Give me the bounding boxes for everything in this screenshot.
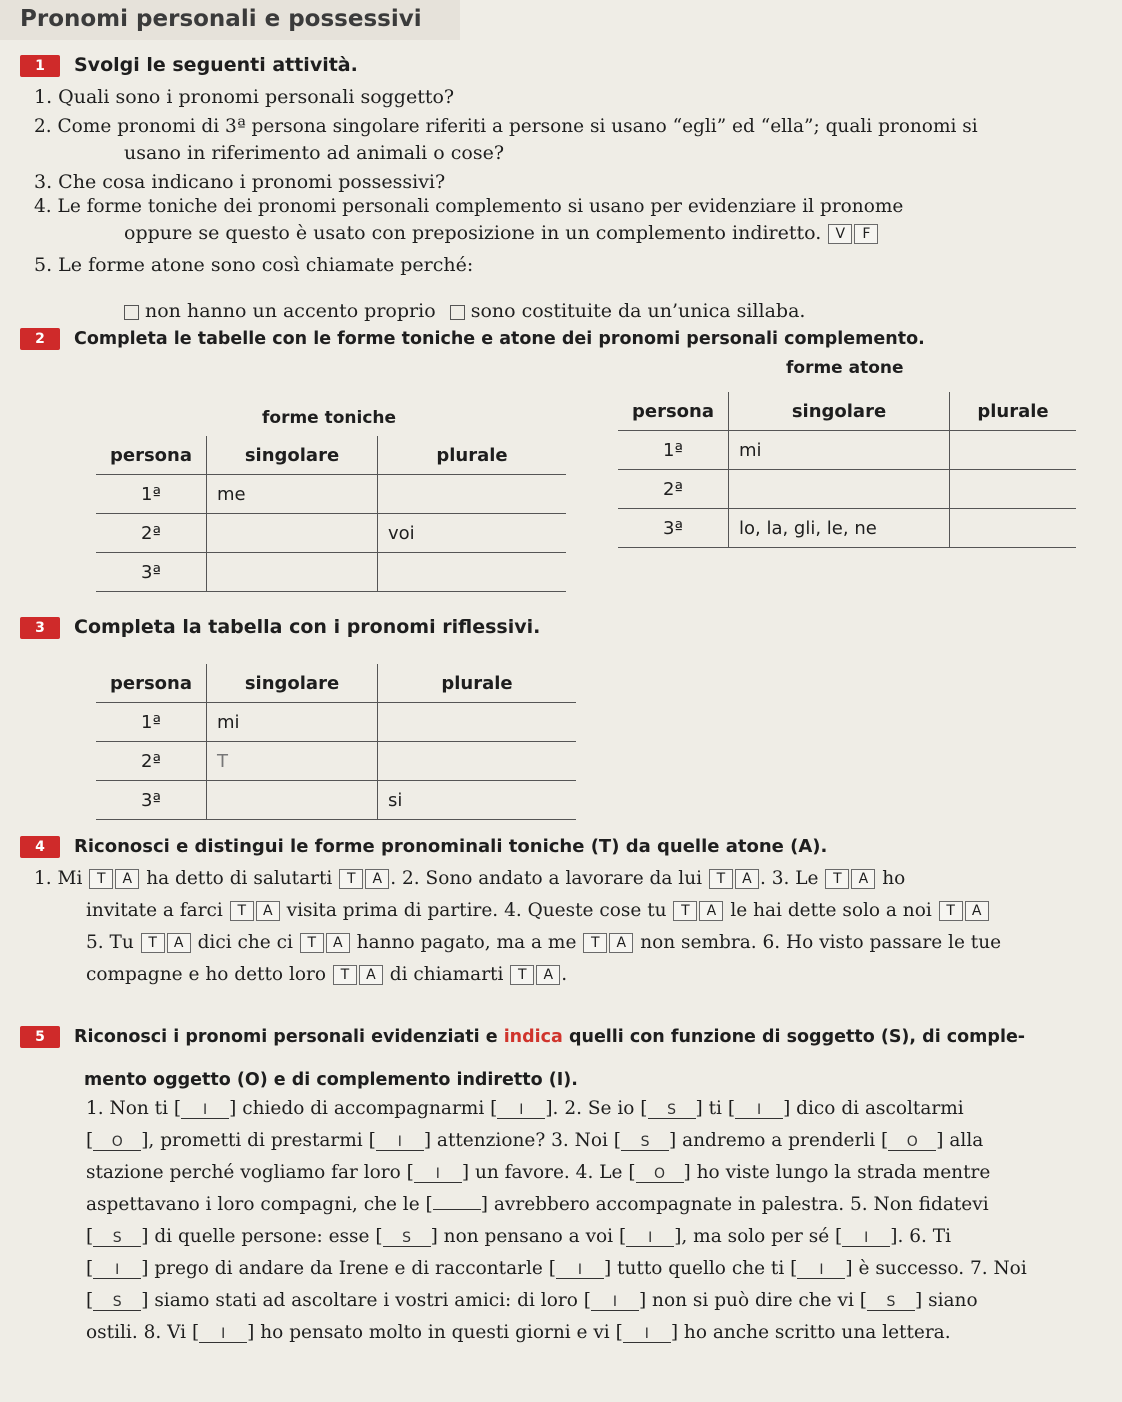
ex4-text: . (561, 964, 568, 985)
a-box[interactable]: A (256, 901, 280, 921)
a-box[interactable]: A (735, 869, 759, 889)
ex4-line-1 (34, 868, 905, 889)
answer-blank[interactable]: I (556, 1262, 604, 1279)
a-box[interactable]: A (167, 933, 191, 953)
option-1-checkbox[interactable] (124, 305, 139, 320)
ex2-header (20, 328, 925, 350)
ex5-line (86, 1258, 1027, 1279)
t-box[interactable]: T (230, 901, 254, 921)
ex5-line (86, 1226, 951, 1247)
a-box[interactable]: A (326, 933, 350, 953)
ex1-badge: 1 (20, 55, 60, 77)
atone-cell: 2ª (618, 470, 729, 509)
ex5-text: ] avrebbero accompagnate in palestra. 5. Non fidatevi (480, 1194, 989, 1215)
atone-header-persona: persona (618, 392, 729, 431)
ex5-text: ]. 6. Ti (890, 1226, 952, 1247)
ex5-text: ] siamo stati ad ascoltare i vostri amici: di loro [ (141, 1290, 591, 1311)
ex1-q1: 1. Quali sono i pronomi personali soggetto? (34, 86, 455, 108)
ex5-text: ] è successo. 7. Noi (845, 1258, 1027, 1279)
answer-blank[interactable]: O (93, 1134, 141, 1151)
tonic-cell[interactable]: voi (378, 514, 567, 553)
tonic-cell: 3ª (96, 553, 207, 592)
ex3-header (20, 616, 540, 639)
atone-caption: forme atone (786, 358, 904, 378)
a-box[interactable]: A (965, 901, 989, 921)
answer-blank[interactable]: I (181, 1102, 229, 1119)
a-box[interactable]: A (365, 869, 389, 889)
ex4-text: . 3. Le (759, 868, 819, 889)
ex5-text: [ (86, 1290, 94, 1311)
ex5-text: ] chiedo di accompagnarmi [ (229, 1098, 498, 1119)
t-box[interactable]: T (333, 965, 357, 985)
reflexive-cell[interactable]: si (378, 781, 577, 820)
ex4-text: . 2. Sono andato a lavorare da lui (390, 868, 703, 889)
tonic-cell[interactable] (207, 553, 378, 592)
ex1-q4b: oppure se questo è usato con preposizione in un complemento indiretto. (124, 222, 822, 244)
ex3-instruction: Completa la tabella con i pronomi riflessivi. (74, 616, 541, 638)
ex4-text: ha detto di salutarti (146, 868, 333, 889)
ex1-q2b: usano in riferimento ad animali o cose? (124, 142, 505, 164)
ex5-text: [ (86, 1226, 94, 1247)
ex5-instruction: Riconosci i pronomi personali evidenziati e (74, 1027, 498, 1047)
tonic-table (96, 436, 566, 592)
t-box[interactable]: T (939, 901, 963, 921)
ex5-text: ] andremo a prenderli [ (669, 1130, 889, 1151)
atone-cell[interactable] (950, 431, 1077, 470)
ex5-text: ] alla (936, 1130, 984, 1151)
ex1-q3: 3. Che cosa indicano i pronomi possessivi? (34, 171, 446, 193)
atone-cell[interactable] (950, 509, 1077, 548)
t-box[interactable]: T (825, 869, 849, 889)
ex5-text: ]. 2. Se io [ (545, 1098, 648, 1119)
ex4-line-4 (86, 964, 567, 985)
ex5-line (86, 1162, 990, 1183)
option-2-label: sono costituite da un’unica sillaba. (470, 300, 806, 322)
ex4-text: dici che ci (197, 932, 293, 953)
ex5-text: ] tutto quello che ti [ (603, 1258, 798, 1279)
ex1-q4a: 4. Le forme toniche dei pronomi personali complemento si usano per evidenziare il pronome (34, 196, 904, 217)
ex5-text: 1. Non ti [ (86, 1098, 182, 1119)
tonic-cell[interactable]: me (207, 475, 378, 514)
ex5-instruction: quelli con funzione di soggetto (S), di comple- (568, 1027, 1026, 1047)
reflexive-header-singolare: singolare (207, 664, 378, 703)
ex4-line-2 (86, 900, 990, 921)
answer-blank[interactable]: O (636, 1166, 684, 1183)
ex4-text: non sembra. 6. Ho visto passare le tue (640, 932, 1002, 953)
answer-blank[interactable]: O (888, 1134, 936, 1151)
tonic-cell[interactable] (378, 553, 567, 592)
answer-blank[interactable]: S (93, 1294, 141, 1311)
atone-cell[interactable]: lo, la, gli, le, ne (729, 509, 950, 548)
ex1-instruction: Svolgi le seguenti attività. (74, 54, 358, 76)
ex5-header (20, 1026, 1025, 1048)
ex3-badge: 3 (20, 617, 60, 639)
tonic-cell[interactable] (207, 514, 378, 553)
t-box[interactable]: T (339, 869, 363, 889)
answer-blank[interactable] (433, 1209, 481, 1210)
a-box[interactable]: A (536, 965, 560, 985)
answer-blank[interactable]: S (621, 1134, 669, 1151)
t-box[interactable]: T (510, 965, 534, 985)
ex5-text: ] non pensano a voi [ (430, 1226, 627, 1247)
answer-blank[interactable]: I (93, 1262, 141, 1279)
atone-cell[interactable]: mi (729, 431, 950, 470)
ex2-badge: 2 (20, 328, 60, 350)
a-box[interactable]: A (359, 965, 383, 985)
ex4-badge: 4 (20, 836, 60, 858)
t-box[interactable]: T (709, 869, 733, 889)
ex5-line (86, 1194, 989, 1215)
ex4-text: 5. Tu (86, 932, 134, 953)
answer-blank[interactable]: S (93, 1230, 141, 1247)
tonic-cell: 1ª (96, 475, 207, 514)
a-box[interactable]: A (609, 933, 633, 953)
tonic-cell: 2ª (96, 514, 207, 553)
t-box[interactable]: T (583, 933, 607, 953)
ex5-text: ] ho viste lungo la strada mentre (683, 1162, 991, 1183)
ex4-text: hanno pagato, ma a me (356, 932, 577, 953)
answer-blank[interactable]: I (797, 1262, 845, 1279)
ex5-text: ] un favore. 4. Le [ (461, 1162, 636, 1183)
page-title: Pronomi personali e possessivi (0, 0, 460, 40)
reflexive-cell[interactable]: mi (207, 703, 378, 742)
ex5-instruction-cont: mento oggetto (O) e di complemento indiretto (I). (84, 1070, 578, 1090)
ex5-instruction-highlight: indica (503, 1027, 563, 1047)
tonic-caption: forme toniche (262, 408, 397, 428)
a-box[interactable]: A (699, 901, 723, 921)
ex1-q5-options (124, 300, 805, 322)
t-box[interactable]: T (673, 901, 697, 921)
ex5-text: ] prego di andare da Irene e di raccontarle [ (141, 1258, 556, 1279)
ex5-text: ] ho anche scritto una lettera. (670, 1322, 951, 1343)
answer-blank[interactable]: S (867, 1294, 915, 1311)
ex4-text: di chiamarti (389, 964, 504, 985)
atone-cell: 3ª (618, 509, 729, 548)
atone-cell: 1ª (618, 431, 729, 470)
answer-blank[interactable]: I (591, 1294, 639, 1311)
atone-header-singolare: singolare (729, 392, 950, 431)
option-2-checkbox[interactable] (450, 305, 465, 320)
answer-blank[interactable]: I (497, 1102, 545, 1119)
ex5-text: ] ti [ (695, 1098, 736, 1119)
reflexive-table (96, 664, 576, 820)
ex5-text: ] attenzione? 3. Noi [ (423, 1130, 622, 1151)
atone-table (618, 392, 1076, 548)
atone-cell[interactable] (950, 470, 1077, 509)
t-box[interactable]: T (89, 869, 113, 889)
tonic-cell[interactable] (378, 475, 567, 514)
answer-blank[interactable]: I (376, 1134, 424, 1151)
reflexive-cell: 1ª (96, 703, 207, 742)
ex1-q5: 5. Le forme atone sono così chiamate perché: (34, 254, 474, 276)
ex1-q4b-row (124, 222, 879, 244)
ex5-badge: 5 (20, 1026, 60, 1048)
ex5-text: ] ho pensato molto in questi giorni e vi [ (247, 1322, 623, 1343)
ex5-text: ], prometti di prestarmi [ (141, 1130, 376, 1151)
ex4-text: compagne e ho detto loro (86, 964, 326, 985)
ex1-q2a: 2. Come pronomi di 3ª persona singolare riferiti a persone si usano “egli” ed “ella”; quali pronomi si (34, 116, 978, 137)
answer-blank[interactable]: I (623, 1326, 671, 1343)
answer-blank[interactable]: S (648, 1102, 696, 1119)
reflexive-header-persona: persona (96, 664, 207, 703)
ex5-line (86, 1290, 978, 1311)
ex5-line (86, 1322, 951, 1343)
ex4-text: 1. Mi (34, 868, 83, 889)
reflexive-cell[interactable] (378, 703, 577, 742)
tonic-header-plurale: plurale (378, 436, 567, 475)
ex4-text: le hai dette solo a noi (730, 900, 932, 921)
a-box[interactable]: A (115, 869, 139, 889)
ex2-instruction: Completa le tabelle con le forme toniche e atone dei pronomi personali complemento. (74, 329, 925, 349)
true-box[interactable]: V (828, 224, 852, 244)
answer-blank[interactable]: I (735, 1102, 783, 1119)
ex5-text: ], ma solo per sé [ (674, 1226, 843, 1247)
reflexive-header-plurale: plurale (378, 664, 577, 703)
ex4-header (20, 836, 827, 858)
ex5-text: aspettavano i loro compagni, che le [ (86, 1194, 433, 1215)
ex5-text: stazione perché vogliamo far loro [ (86, 1162, 414, 1183)
ex5-line (86, 1098, 964, 1119)
reflexive-cell-handwritten[interactable]: T (207, 742, 378, 781)
ex5-text: [ (86, 1130, 94, 1151)
ex5-text: ostili. 8. Vi [ (86, 1322, 200, 1343)
option-1-label: non hanno un accento proprio (145, 300, 436, 322)
t-box[interactable]: T (300, 933, 324, 953)
tonic-header-persona: persona (96, 436, 207, 475)
ex5-text: ] non si può dire che vi [ (638, 1290, 867, 1311)
atone-header-plurale: plurale (950, 392, 1077, 431)
ex4-text: invitate a farci (86, 900, 223, 921)
ex4-text: visita prima di partire. 4. Queste cose tu (286, 900, 667, 921)
ex1-header (20, 54, 358, 77)
answer-blank[interactable]: I (414, 1166, 462, 1183)
false-box[interactable]: F (854, 224, 878, 244)
reflexive-cell: 2ª (96, 742, 207, 781)
reflexive-cell[interactable] (378, 742, 577, 781)
answer-blank[interactable]: I (842, 1230, 890, 1247)
reflexive-cell[interactable] (207, 781, 378, 820)
ex4-text: ho (882, 868, 906, 889)
answer-blank[interactable]: I (626, 1230, 674, 1247)
ex5-line (86, 1130, 983, 1151)
ex4-line-3 (86, 932, 1001, 953)
answer-blank[interactable]: I (199, 1326, 247, 1343)
ex5-text: [ (86, 1258, 94, 1279)
ex5-text: ] dico di ascoltarmi (783, 1098, 964, 1119)
t-box[interactable]: T (141, 933, 165, 953)
reflexive-cell: 3ª (96, 781, 207, 820)
a-box[interactable]: A (851, 869, 875, 889)
ex5-text: ] siano (914, 1290, 978, 1311)
ex5-text: ] di quelle persone: esse [ (141, 1226, 383, 1247)
answer-blank[interactable]: S (383, 1230, 431, 1247)
tonic-header-singolare: singolare (207, 436, 378, 475)
ex4-instruction: Riconosci e distingui le forme pronominali toniche (T) da quelle atone (A). (74, 836, 828, 857)
atone-cell[interactable] (729, 470, 950, 509)
